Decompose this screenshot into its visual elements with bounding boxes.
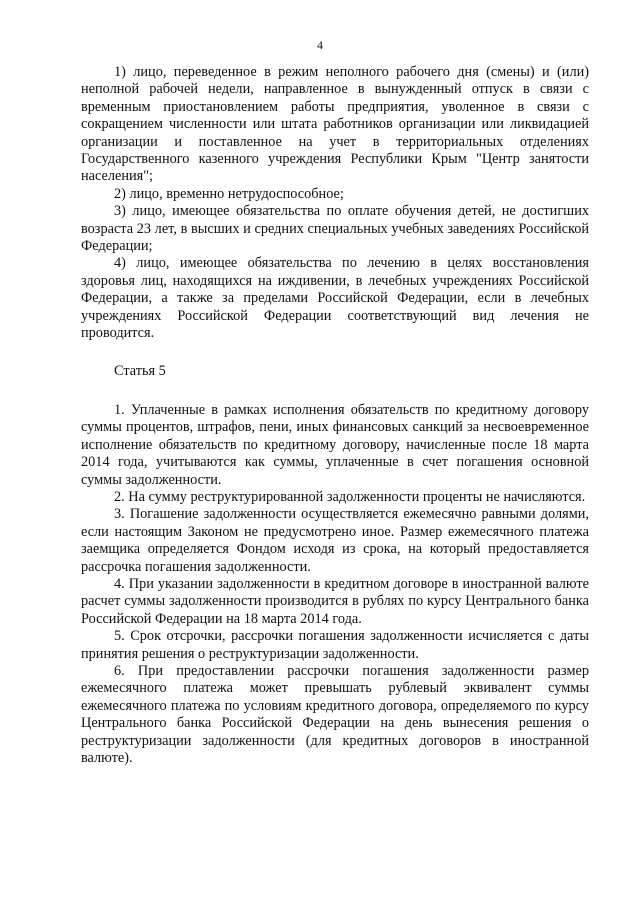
article5-point-4: 4. При указании задолженности в кредитном договоре в иностранной валюте расчет суммы задолженности производится в рублях по курсу Центрального банка Российской Федерации на 18 марта 2014 года. — [81, 575, 589, 627]
article5-point-5: 5. Срок отсрочки, рассрочки погашения задолженности исчисляется с даты принятия решения о реструктуризации задолженности. — [81, 628, 589, 662]
document-body — [81, 64, 589, 767]
article5-point-6: 6. При предоставлении рассрочки погашения задолженности размер ежемесячного платежа может превышать рублевый эквивалент суммы ежемесячного платежа по условиям кредитного договора, определяемого по курсу Центрального банка Российской Федерации на день вынесения решения о реструктуризации задолженности (для кредитных договоров в иностранной валюте). — [81, 663, 589, 767]
article5-point-3: 3. Погашение задолженности осуществляется ежемесячно равными долями, если настоящим Законом не предусмотрено иное. Размер ежемесячного платежа заемщика определяется Фондом исходя из срока, на который предоставляется рассрочка погашения задолженности. — [81, 506, 589, 575]
article-heading: Статья 5 — [114, 362, 166, 379]
list-item-2: 2) лицо, временно нетрудоспособное; — [114, 185, 344, 202]
spacer — [81, 343, 589, 363]
article5-point-1: 1. Уплаченные в рамках исполнения обязательств по кредитному договору суммы процентов, штрафов, пени, иных финансовых санкций за несвоевременное исполнение обязательств по кредитному договору, начисленные после 18 марта 2014 года, учитываются как суммы, уплаченные в счет погашения основной суммы задолженности. — [81, 401, 589, 488]
list-item-4: 4) лицо, имеющее обязательства по лечению в целях восстановления здоровья лиц, находящихся на иждивении, в лечебных учреждениях Российской Федерации, а также за пределами Российской Федерации, если в лечебных учреждениях Российской Федерации соответствующий вид лечения не проводится. — [81, 255, 589, 342]
list-item-1: 1) лицо, переведенное в режим неполного рабочего дня (смены) и (или) неполной рабочей недели, направленное в вынужденный отпуск в связи с временным приостановлением работы предприятия, уволенное в связи с сокращением численности или штата работников организации или ликвидацией организации и поставленное на учет в территориальных отделениях Государственного казенного учреждения Республики Крым "Центр занятости населения"; — [81, 64, 589, 185]
page-number: 4 — [317, 38, 323, 52]
spacer — [81, 380, 589, 402]
article5-point-2: 2. На сумму реструктурированной задолженности проценты не начисляются. — [114, 488, 586, 505]
list-item-3: 3) лицо, имеющее обязательства по оплате обучения детей, не достигших возраста 23 лет, в высших и средних специальных учебных заведениях Российской Федерации; — [81, 203, 589, 255]
